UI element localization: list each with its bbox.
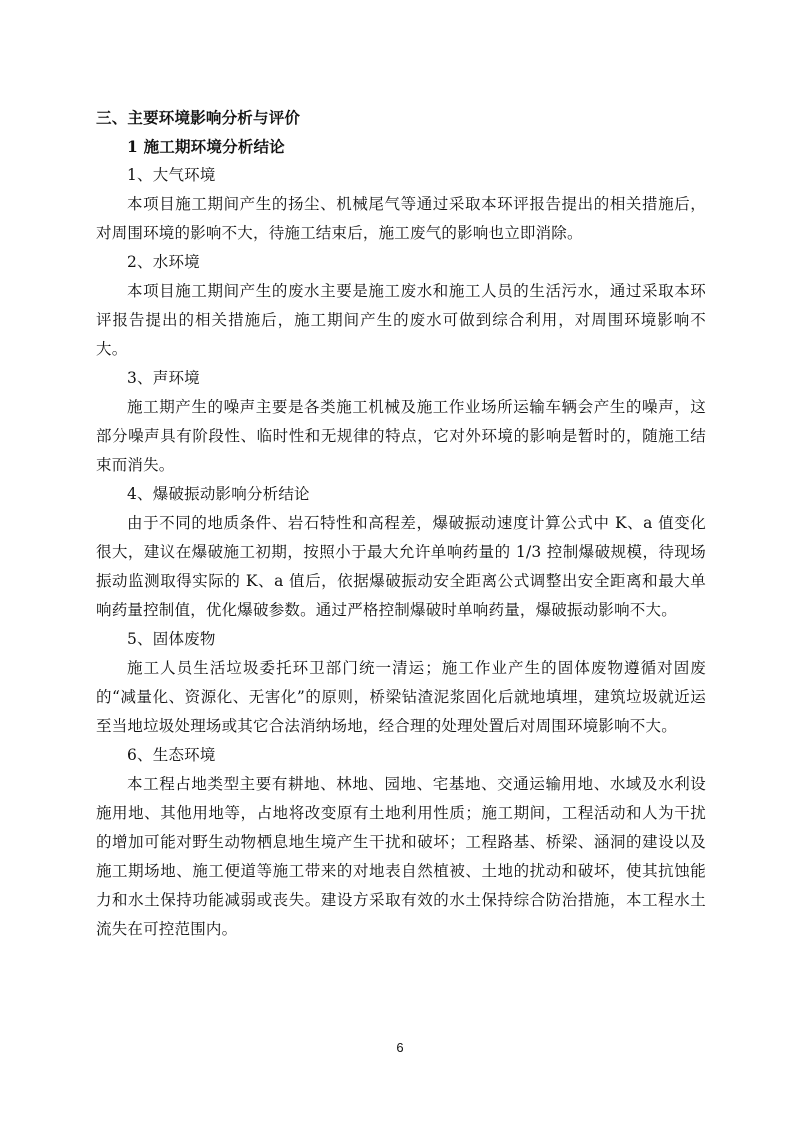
item-body-air: 本项目施工期间产生的扬尘、机械尾气等通过采取本环评报告提出的相关措施后，对周围环境的影响不大，待施工结束后，施工废气的影响也立即消除。 (96, 195, 706, 242)
item-title-air: 1、大气环境 (127, 166, 216, 184)
item-body-noise: 施工期产生的噪声主要是各类施工机械及施工作业场所运输车辆会产生的噪声，这部分噪声具有阶段性、临时性和无规律的特点，它对外环境的影响是暂时的，随施工结束而消失。 (96, 398, 706, 474)
item-title-water: 2、水环境 (127, 253, 200, 271)
item-title-blasting: 4、爆破振动影响分析结论 (127, 485, 310, 503)
document-body (96, 103, 706, 944)
section-title: 三、主要环境影响分析与评价 (96, 108, 301, 127)
item-title-noise: 3、声环境 (127, 369, 200, 387)
item-body-solid-waste: 施工人员生活垃圾委托环卫部门统一清运；施工作业产生的固体废物遵循对固废的“减量化、资源化、无害化”的原则，桥梁钻渣泥浆固化后就地填埋，建筑垃圾就近运至当地垃圾处理场或其它合法消纳场地，经合理的处理处置后对周围环境影响不大。 (96, 659, 706, 735)
page-number: 6 (396, 1040, 404, 1055)
item-title-ecology: 6、生态环境 (127, 746, 216, 764)
item-body-ecology: 本工程占地类型主要有耕地、林地、园地、宅基地、交通运输用地、水域及水利设施用地、其他用地等，占地将改变原有土地利用性质；施工期间，工程活动和人为干扰的增加可能对野生动物栖息地生境产生干扰和破坏；工程路基、桥梁、涵洞的建设以及施工期场地、施工便道等施工带来的对地表自然植被、土地的扰动和破坏，使其抗蚀能力和水土保持功能减弱或丧失。建设方采取有效的水土保持综合防治措施，本工程水土流失在可控范围内。 (96, 775, 706, 938)
item-body-blasting: 由于不同的地质条件、岩石特性和高程差，爆破振动速度计算公式中 K、a 值变化很大，建议在爆破施工初期，按照小于最大允许单响药量的 1/3 控制爆破规模，待现场振动监测取得实际的 K、a 值后，依据爆破振动安全距离公式调整出安全距离和最大单响药量控制值，优化爆破参数。通过严格控制爆破时单响药量，爆破振动影响不大。 (96, 514, 706, 619)
subsection-title: 1 施工期环境分析结论 (127, 137, 285, 156)
item-body-water: 本项目施工期间产生的废水主要是施工废水和施工人员的生活污水，通过采取本环评报告提出的相关措施后，施工期间产生的废水可做到综合利用，对周围环境影响不大。 (96, 282, 706, 358)
item-title-solid-waste: 5、固体废物 (127, 630, 216, 648)
